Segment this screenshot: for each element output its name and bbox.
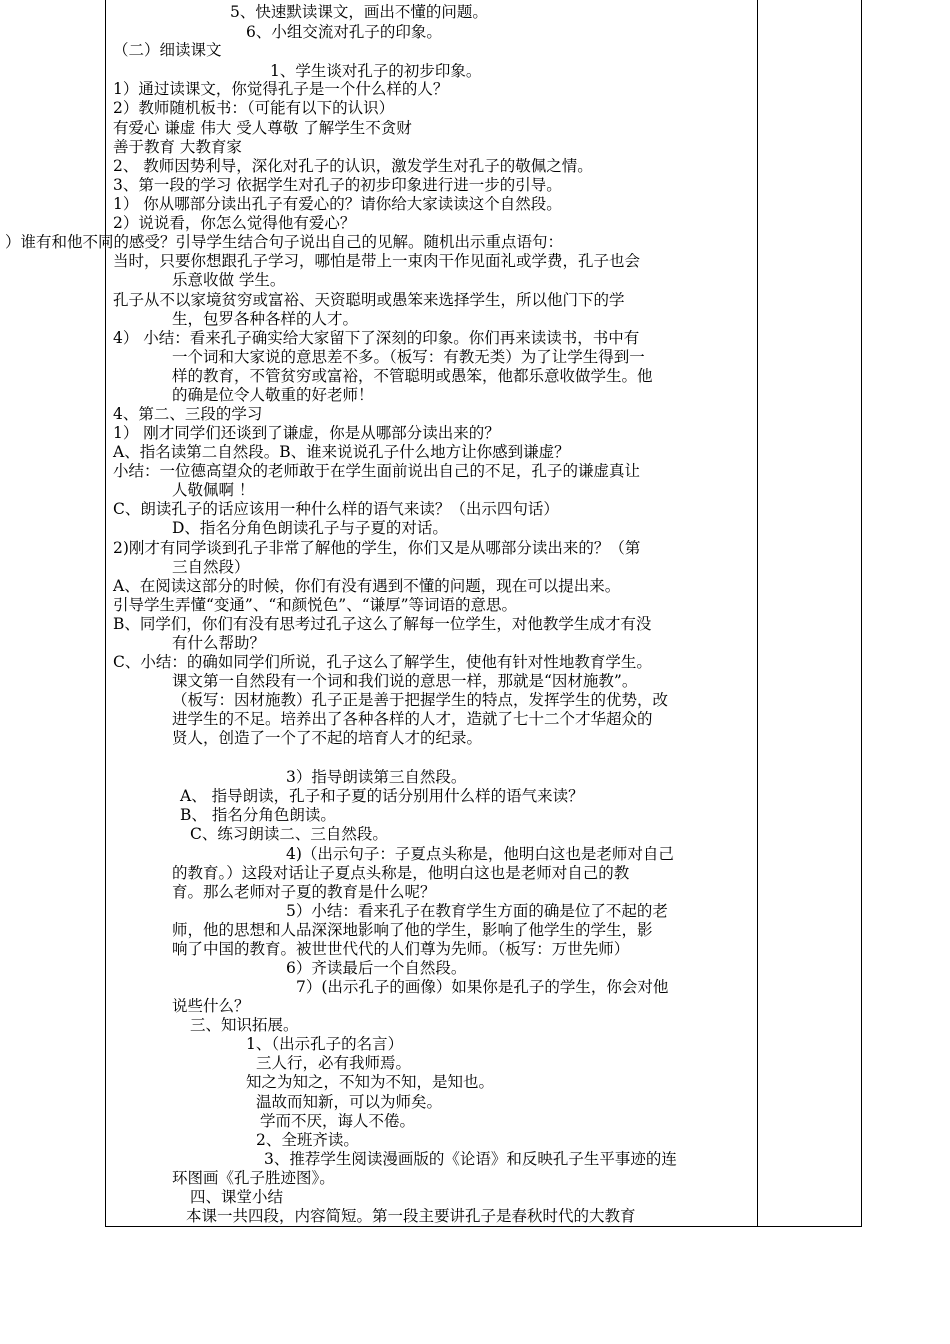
text-line: 4、第二、三段的学习 <box>113 405 263 423</box>
text-line: 5）小结：看来孔子在教育学生方面的确是位了不起的老 <box>286 902 668 920</box>
text-line: 贤人，创造了一个了不起的培育人才的纪录。 <box>172 729 483 747</box>
text-line: 7）(出示孔子的画像）如果你是孔子的学生，你会对他 <box>296 978 669 996</box>
quote-line: 三人行，必有我师焉。 <box>256 1054 412 1072</box>
text-line: 引导学生弄懂“变通”、“和颜悦色”、“谦厚”等词语的意思。 <box>113 596 518 614</box>
text-line: 3）指导朗读第三自然段。 <box>286 768 467 786</box>
text-line: 生，包罗各种各样的人才。 <box>172 310 359 328</box>
text-line: 育。那么老师对子夏的教育是什么呢？ <box>172 883 436 901</box>
text-line: 2、全班齐读。 <box>256 1131 359 1149</box>
text-line: 1、学生谈对孔子的初步印象。 <box>270 62 482 80</box>
text-line: 4)（出示句子：子夏点头称是，他明白这也是老师对自己 <box>286 845 674 863</box>
text-line: 5、快速默读课文，画出不懂的问题。 <box>230 3 488 21</box>
text-line: 乐意收做 学生。 <box>172 271 286 289</box>
text-line: 1） 刚才同学们还谈到了谦虚，你是从哪部分读出来的？ <box>113 424 500 442</box>
text-line: ）谁有和他不同的感受？引导学生结合句子说出自己的见解。随机出示重点语句： <box>5 233 564 251</box>
text-line: 善于教育 大教育家 <box>113 138 242 156</box>
text-line: C、朗读孔子的话应该用一种什么样的语气来读？（出示四句话） <box>113 500 559 518</box>
quote-line: 学而不厌，诲人不倦。 <box>260 1112 416 1130</box>
text-line: A、指名读第二自然段。B、谁来说说孔子什么地方让你感到谦虚？ <box>113 443 570 461</box>
text-line: 6、小组交流对孔子的印象。 <box>246 23 442 41</box>
text-line: 6）齐读最后一个自然段。 <box>286 959 467 977</box>
text-line: 环图画《孔子胜迹图》。 <box>172 1169 335 1187</box>
text-line: 的确是位令人敬重的好老师！ <box>172 386 374 404</box>
text-line: 进学生的不足。培养出了各种各样的人才，造就了七十二个才华超众的 <box>172 710 653 728</box>
quote-line: 知之为知之，不知为不知，是知也。 <box>246 1073 495 1091</box>
text-line: A、在阅读这部分的时候，你们有没有遇到不懂的问题，现在可以提出来。 <box>113 577 621 595</box>
text-line: C、练习朗读二、三自然段。 <box>190 825 388 843</box>
text-line: 孔子从不以家境贫穷或富裕、天资聪明或愚笨来选择学生，所以他门下的学 <box>113 291 625 309</box>
text-line: 2）教师随机板书：（可能有以下的认识） <box>113 99 395 117</box>
text-line: 人敬佩啊 ！ <box>172 481 255 499</box>
text-line: （板写：因材施教）孔子正是善于把握学生的特点，发挥学生的优势，改 <box>172 691 669 709</box>
text-line: 三自然段） <box>172 558 250 576</box>
text-line: 响了中国的教育。被世世代代的人们尊为先师。（板写：万世先师） <box>172 940 630 958</box>
text-line: 1） 你从哪部分读出孔子有爱心的？请你给大家读读这个自然段。 <box>113 195 562 213</box>
text-line: B、同学们，你们有没有思考过孔子这么了解每一位学生，对他教学生成才有没 <box>113 615 652 633</box>
text-line: 1、（出示孔子的名言） <box>246 1035 404 1053</box>
text-line: 本课一共四段，内容简短。第一段主要讲孔子是春秋时代的大教育 <box>186 1207 636 1225</box>
text-line: 师，他的思想和人品深深地影响了他的学生，影响了他学生的学生，影 <box>172 921 653 939</box>
text-line: 有什么帮助？ <box>172 634 266 652</box>
text-line: 小结：一位德高望众的老师敢于在学生面前说出自己的不足，孔子的谦虚真让 <box>113 462 641 480</box>
quote-line: 温故而知新，可以为师矣。 <box>256 1093 443 1111</box>
section-heading: 四、课堂小结 <box>190 1188 284 1206</box>
text-line: C、小结：的确如同学们所说，孔子这么了解学生，使他有针对性地教育学生。 <box>113 653 652 671</box>
text-line: 2、 教师因势利导，深化对孔子的认识，激发学生对孔子的敬佩之情。 <box>113 157 593 175</box>
text-line: 3、推荐学生阅读漫画版的《论语》和反映孔子生平事迹的连 <box>264 1150 677 1168</box>
text-line: 1）通过读课文，你觉得孔子是一个什么样的人？ <box>113 80 449 98</box>
text-line: 4） 小结：看来孔子确实给大家留下了深刻的印象。你们再来读读书，书中有 <box>113 329 640 347</box>
text-line: 当时，只要你想跟孔子学习，哪怕是带上一束肉干作见面礼或学费，孔子也会 <box>113 252 641 270</box>
text-line: A、 指导朗读，孔子和子夏的话分别用什么样的语气来读？ <box>180 787 584 805</box>
text-line: D、指名分角色朗读孔子与子夏的对话。 <box>172 519 448 537</box>
text-line: B、 指名分角色朗读。 <box>180 806 336 824</box>
text-line: 说些什么？ <box>172 997 250 1015</box>
text-line: 2）说说看，你怎么觉得他有爱心？ <box>113 214 356 232</box>
table-column-divider <box>757 0 758 1226</box>
text-line: 的教育。）这段对话让子夏点头称是，他明白这也是老师对自己的教 <box>172 864 630 882</box>
text-line: 一个词和大家说的意思差不多。（板写：有教无类）为了让学生得到一 <box>172 348 645 366</box>
text-line: 样的教育，不管贫穷或富裕，不管聪明或愚笨，他都乐意收做学生。他 <box>172 367 653 385</box>
section-heading: （二）细读课文 <box>113 41 222 59</box>
text-line: 2)刚才有同学谈到孔子非常了解他的学生，你们又是从哪部分读出来的？（第 <box>113 539 641 557</box>
text-line: 3、第一段的学习 依据学生对孔子的初步印象进行进一步的引导。 <box>113 176 562 194</box>
text-line: 课文第一自然段有一个词和我们说的意思一样，那就是“因材施教”。 <box>172 672 638 690</box>
text-line: 有爱心 谦虚 伟大 受人尊敬 了解学生不贪财 <box>113 119 412 137</box>
section-heading: 三、知识拓展。 <box>190 1016 299 1034</box>
